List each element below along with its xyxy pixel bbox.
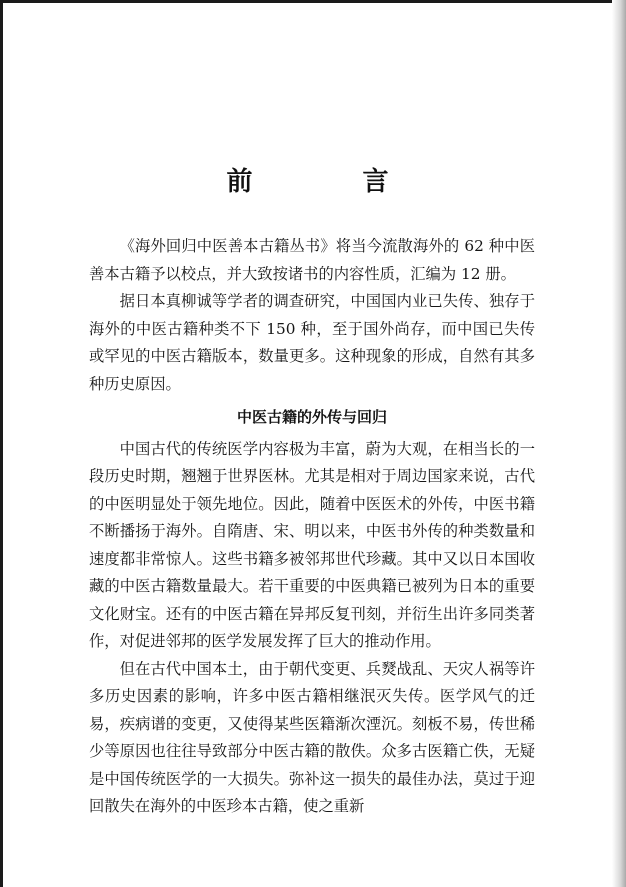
page-body (89, 233, 535, 821)
viewer-left-border (0, 0, 3, 887)
document-page (3, 3, 612, 887)
section-heading: 中医古籍的外传与回归 (236, 408, 387, 426)
viewer-top-border (0, 0, 626, 3)
page-title: 前 言 (226, 167, 431, 197)
paragraph-intro-2: 据日本真柳诚等学者的调查研究，中国国内业已失传、独存于海外的中医古籍种类不下 150 种，至于国外尚存，而中国已失传或罕见的中医古籍版本，数量更多。这种现象的形成，自然有其多种历史原因。 (89, 292, 535, 393)
paragraph-section-2: 但在古代中国本土，由于朝代变更、兵燹战乱、天灾人祸等许多历史因素的影响，许多中医古籍相继泯灭失传。医学风气的迁易，疾病谱的变更，又使得某些医籍渐次湮沉。刻板不易，传世稀少等原因也往往导致部分中医古籍的散佚。众多古医籍亡佚，无疑是中国传统医学的一大损失。弥补这一损失的最佳办法，莫过于迎回散失在海外的中医珍本古籍，使之重新 (89, 659, 535, 815)
paragraph-section-1: 中国古代的传统医学内容极为丰富，蔚为大观，在相当长的一段历史时期，翘翘于世界医林。尤其是相对于周边国家来说，古代的中医明显处于领先地位。因此，随着中医医术的外传，中医书籍不断播扬于海外。自隋唐、宋、明以来，中医书外传的种类数量和速度都非常惊人。这些书籍多被邻邦世代珍藏。其中又以日本国收藏的中医古籍数量最大。若干重要的中医典籍已被列为日本的重要文化财宝。还有的中医古籍在异邦反复刊刻，并衍生出许多同类著作，对促进邻邦的医学发展发挥了巨大的推动作用。 (89, 439, 535, 650)
paragraph-intro-1: 《海外回归中医善本古籍丛书》将当今流散海外的 62 种中医善本古籍予以校点，并大致按诸书的内容性质，汇编为 12 册。 (89, 237, 535, 283)
page-edge-shadow (612, 0, 626, 887)
